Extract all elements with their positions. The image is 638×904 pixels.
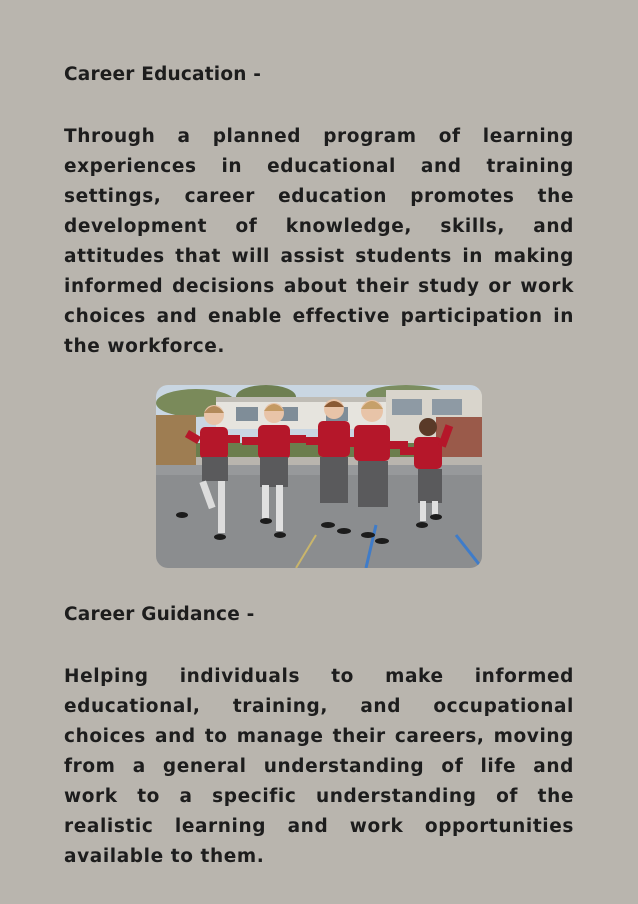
career-guidance-heading: Career Guidance - [64, 604, 255, 625]
career-guidance-paragraph: Helping individuals to make informed educational, training, and occupational choices and to manage their careers, moving from a general understanding of life and work to a specific understanding of the realistic learning and work opportunities available to them. [64, 666, 574, 867]
photo-illustration [156, 385, 482, 568]
career-education-paragraph: Through a planned program of learning experiences in educational and training settings, career education promotes the development of knowledge, skills, and attitudes that will assist students in making informed decisions about their study or work choices and enable effective participation in the workforce. [64, 126, 574, 357]
career-education-heading: Career Education - [64, 64, 262, 85]
children-running-photo [156, 385, 482, 568]
